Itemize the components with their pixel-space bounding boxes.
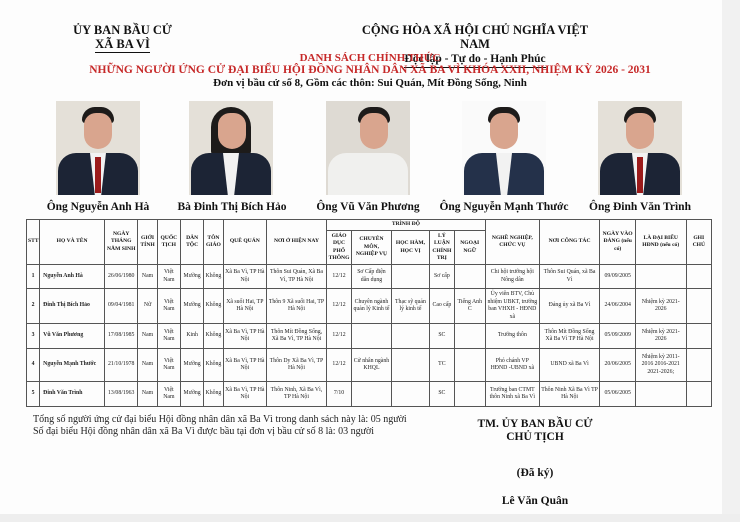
cell-workplace: Thôn Sui Quán, xã Ba Vì [539, 265, 600, 289]
header-dob: NGÀY THÁNG NĂM SINH [105, 220, 138, 265]
cell-hometown: Xã suối Hai, TP Hà Nội [223, 289, 267, 324]
cell-occupation: Phó chánh VP HĐND -UBND xã [485, 349, 539, 382]
cell-general-edu: 12/12 [326, 289, 351, 324]
cell-hdnd [635, 382, 686, 407]
cell-dob: 13/08/1963 [105, 382, 138, 407]
candidate-caption-3: Ông Vũ Văn Phương [316, 201, 420, 213]
table-row [27, 349, 712, 382]
cell-note [686, 324, 711, 349]
page-edge-bottom [0, 514, 740, 522]
cell-ethnicity: Mường [180, 265, 203, 289]
table-row [27, 265, 712, 289]
cell-name: Vũ Văn Phương [40, 324, 105, 349]
header-religion: TÔN GIÁO [204, 220, 223, 265]
header-nationality: QUỐC TỊCH [157, 220, 180, 265]
candidate-caption-1: Ông Nguyễn Anh Hà [46, 201, 150, 213]
cell-nationality: Việt Nam [157, 382, 180, 407]
cell-residence: Thôn Ninh, Xã Ba Vì, TP Hà Nội [267, 382, 327, 407]
cell-gender: Nam [138, 349, 157, 382]
cell-hdnd: Nhiệm kỳ 2021-2026 [635, 324, 686, 349]
cell-religion: Không [204, 349, 223, 382]
constituency-info: Đơn vị bầu cử số 8, Gồm các thôn: Sui Quán, Mít Đồng Sống, Ninh [213, 77, 527, 89]
cell-name: Đinh Thị Bích Hảo [40, 289, 105, 324]
document-title: DANH SÁCH CHÍNH THỨC [299, 52, 441, 64]
summary [33, 414, 407, 437]
cell-politics: SC [430, 324, 454, 349]
cell-party-date: 20/06/2005 [600, 349, 635, 382]
header-note: GHI CHÚ [686, 220, 711, 265]
cell-dob: 09/04/1981 [105, 289, 138, 324]
cell-religion: Không [204, 265, 223, 289]
cell-ethnicity: Mường [180, 289, 203, 324]
cell-language [454, 324, 485, 349]
header-name: HỌ VÀ TÊN [40, 220, 105, 265]
cell-language [454, 265, 485, 289]
cell-hometown: Xã Ba Vì, TP Hà Nội [223, 382, 267, 407]
cell-nationality: Việt Nam [157, 349, 180, 382]
candidate-caption-4: Ông Nguyễn Mạnh Thước [439, 201, 569, 213]
cell-stt: 2 [27, 289, 40, 324]
candidate-photo-5 [598, 101, 682, 195]
cell-dob: 21/10/1978 [105, 349, 138, 382]
cell-ethnicity: Mường [180, 349, 203, 382]
cell-general-edu: 12/12 [326, 349, 351, 382]
candidate-caption-2: Bà Đinh Thị Bích Hảo [177, 201, 287, 213]
cell-degree: Thạc sỹ quản lý kinh tế [391, 289, 430, 324]
candidate-photo-4 [462, 101, 546, 195]
cell-party-date: 05/06/2005 [600, 382, 635, 407]
header-stt: STT [27, 220, 40, 265]
issuing-authority [70, 23, 175, 53]
cell-name: Nguyễn Anh Hà [40, 265, 105, 289]
header-hdnd: LÀ ĐẠI BIỂU HĐND (nếu có) [635, 220, 686, 265]
authority-line2: XÃ BA VÌ [95, 37, 150, 51]
signature-org: TM. ỦY BAN BẦU CỬ [477, 418, 593, 430]
cell-gender: Nữ [138, 289, 157, 324]
cell-nationality: Việt Nam [157, 324, 180, 349]
header-gender: GIỚI TÍNH [138, 220, 157, 265]
header-ethnicity: DÂN TỘC [180, 220, 203, 265]
cell-specialty [352, 382, 392, 407]
cell-language [454, 349, 485, 382]
signatory-name: Lê Văn Quân [501, 495, 569, 507]
table-row [27, 324, 712, 349]
cell-politics: Sơ cấp [430, 265, 454, 289]
cell-party-date: 09/09/2005 [600, 265, 635, 289]
cell-name: Nguyễn Mạnh Thước [40, 349, 105, 382]
cell-hdnd: Nhiệm kỳ 2021-2026 [635, 289, 686, 324]
motto: Độc lập - Tự do - Hạnh Phúc [404, 52, 545, 68]
cell-language: Tiếng Anh C [454, 289, 485, 324]
summary-total-candidates: Tổng số người ứng cử đại biểu Hội đồng nhân dân xã Ba Vì trong danh sách này là: 05 người [33, 414, 407, 425]
cell-politics: Cao cấp [430, 289, 454, 324]
header-degree: HỌC HÀM, HỌC VỊ [391, 231, 430, 265]
header-party-date: NGÀY VÀO ĐẢNG (nếu có) [600, 220, 635, 265]
cell-occupation: Trưởng thôn [485, 324, 539, 349]
cell-specialty [352, 324, 392, 349]
header-workplace: NƠI CÔNG TÁC [539, 220, 600, 265]
header-education-group: TRÌNH ĐỘ [326, 220, 485, 231]
header-general-edu: GIÁO DỤC PHỔ THÔNG [326, 231, 351, 265]
cell-hometown: Xã Ba Vì, TP Hà Nội [223, 324, 267, 349]
cell-occupation: Chi hội trưởng hội Nông dân [485, 265, 539, 289]
cell-residence: Thôn Mít Đồng Sống, Xã Ba Vì, TP Hà Nội [267, 324, 327, 349]
cell-note [686, 289, 711, 324]
cell-general-edu: 7/10 [326, 382, 351, 407]
header-residence: NƠI Ở HIỆN NAY [267, 220, 327, 265]
cell-gender: Nam [138, 265, 157, 289]
candidate-caption-5: Ông Đinh Văn Trình [589, 201, 691, 213]
candidate-photo-3 [326, 101, 410, 195]
cell-degree [391, 324, 430, 349]
cell-religion: Không [204, 324, 223, 349]
candidate-photo-2 [189, 101, 273, 195]
cell-workplace: Đảng ủy xã Ba Vì [539, 289, 600, 324]
cell-nationality: Việt Nam [157, 289, 180, 324]
cell-politics: SC [430, 382, 454, 407]
cell-occupation: Trưởng ban CTMT thôn Ninh xã Ba Vì [485, 382, 539, 407]
cell-religion: Không [204, 289, 223, 324]
cell-workplace: Thôn Ninh Xã Ba Vì TP Hà Nội [539, 382, 600, 407]
cell-stt: 5 [27, 382, 40, 407]
cell-ethnicity: Kinh [180, 324, 203, 349]
cell-hometown: Xã Ba Vì, TP Hà Nội [223, 349, 267, 382]
authority-line1: ỦY BAN BẦU CỬ [73, 23, 172, 37]
cell-nationality: Việt Nam [157, 265, 180, 289]
cell-residence: Thôn Sui Quán, Xã Ba Vì, TP Hà Nội [267, 265, 327, 289]
cell-gender: Nam [138, 324, 157, 349]
cell-specialty: Sơ Cấp điện dân dụng [352, 265, 392, 289]
cell-note [686, 265, 711, 289]
cell-hdnd [635, 265, 686, 289]
document-subtitle: NHỮNG NGƯỜI ỨNG CỬ ĐẠI BIỂU HỘI ĐỒNG NHÂN DÂN XÃ BA VÌ KHÓA XXII, NHIỆM KỲ 2026 - 2031 [89, 64, 651, 76]
header-specialty: CHUYÊN MÔN, NGHIỆP VỤ [352, 231, 392, 265]
cell-general-edu: 12/12 [326, 324, 351, 349]
cell-name: Đinh Văn Trình [40, 382, 105, 407]
cell-occupation: Ủy viên BTV, Chủ nhiệm UBKT, trưởng ban VHXH - HĐND xã [485, 289, 539, 324]
cell-language [454, 382, 485, 407]
cell-hometown: Xã Ba Vì, TP Hà Nội [223, 265, 267, 289]
cell-politics: TC [430, 349, 454, 382]
header-hometown: QUÊ QUÁN [223, 220, 267, 265]
candidate-photo-1 [56, 101, 140, 195]
cell-gender: Nam [138, 382, 157, 407]
cell-religion: Không [204, 382, 223, 407]
cell-hdnd: Nhiệm kỳ 2011-2016 2016-2021 2021-2026; [635, 349, 686, 382]
candidate-table [26, 219, 712, 407]
cell-residence: Thôn Dy Xã Ba Vì, TP Hà Nội [267, 349, 327, 382]
cell-workplace: UBND xã Ba Vì [539, 349, 600, 382]
cell-stt: 4 [27, 349, 40, 382]
cell-stt: 3 [27, 324, 40, 349]
cell-party-date: 24/06/2004 [600, 289, 635, 324]
cell-dob: 26/06/1980 [105, 265, 138, 289]
signature-title: CHỦ TỊCH [506, 431, 564, 443]
cell-ethnicity: Mường [180, 382, 203, 407]
header-occupation: NGHỀ NGHIỆP, CHỨC VỤ [485, 220, 539, 265]
cell-degree [391, 265, 430, 289]
cell-general-edu: 12/12 [326, 265, 351, 289]
cell-note [686, 349, 711, 382]
cell-workplace: Thôn Mít Đồng Sống Xã Ba Vì TP Hà Nội [539, 324, 600, 349]
table-row [27, 382, 712, 407]
country-name: CỘNG HÒA XÃ HỘI CHỦ NGHĨA VIỆT NAM [361, 23, 589, 51]
header-politics: LÝ LUẬN CHÍNH TRỊ [430, 231, 454, 265]
cell-specialty: Cử nhân ngành KHQL [352, 349, 392, 382]
cell-stt: 1 [27, 265, 40, 289]
summary-seats: Số đại biểu Hội đồng nhân dân xã Ba Vì được bầu tại đơn vị bầu cử số 8 là: 03 người [33, 425, 375, 437]
cell-note [686, 382, 711, 407]
table-row [27, 289, 712, 324]
cell-residence: Thôn 9 Xã suối Hai, TP Hà Nội [267, 289, 327, 324]
cell-party-date: 05/09/2009 [600, 324, 635, 349]
cell-specialty: Chuyên ngành quản lý Kinh tế [352, 289, 392, 324]
signature-status: (Đã ký) [516, 467, 554, 479]
header-language: NGOẠI NGỮ [454, 231, 485, 265]
cell-degree [391, 349, 430, 382]
cell-degree [391, 382, 430, 407]
cell-dob: 17/08/1985 [105, 324, 138, 349]
